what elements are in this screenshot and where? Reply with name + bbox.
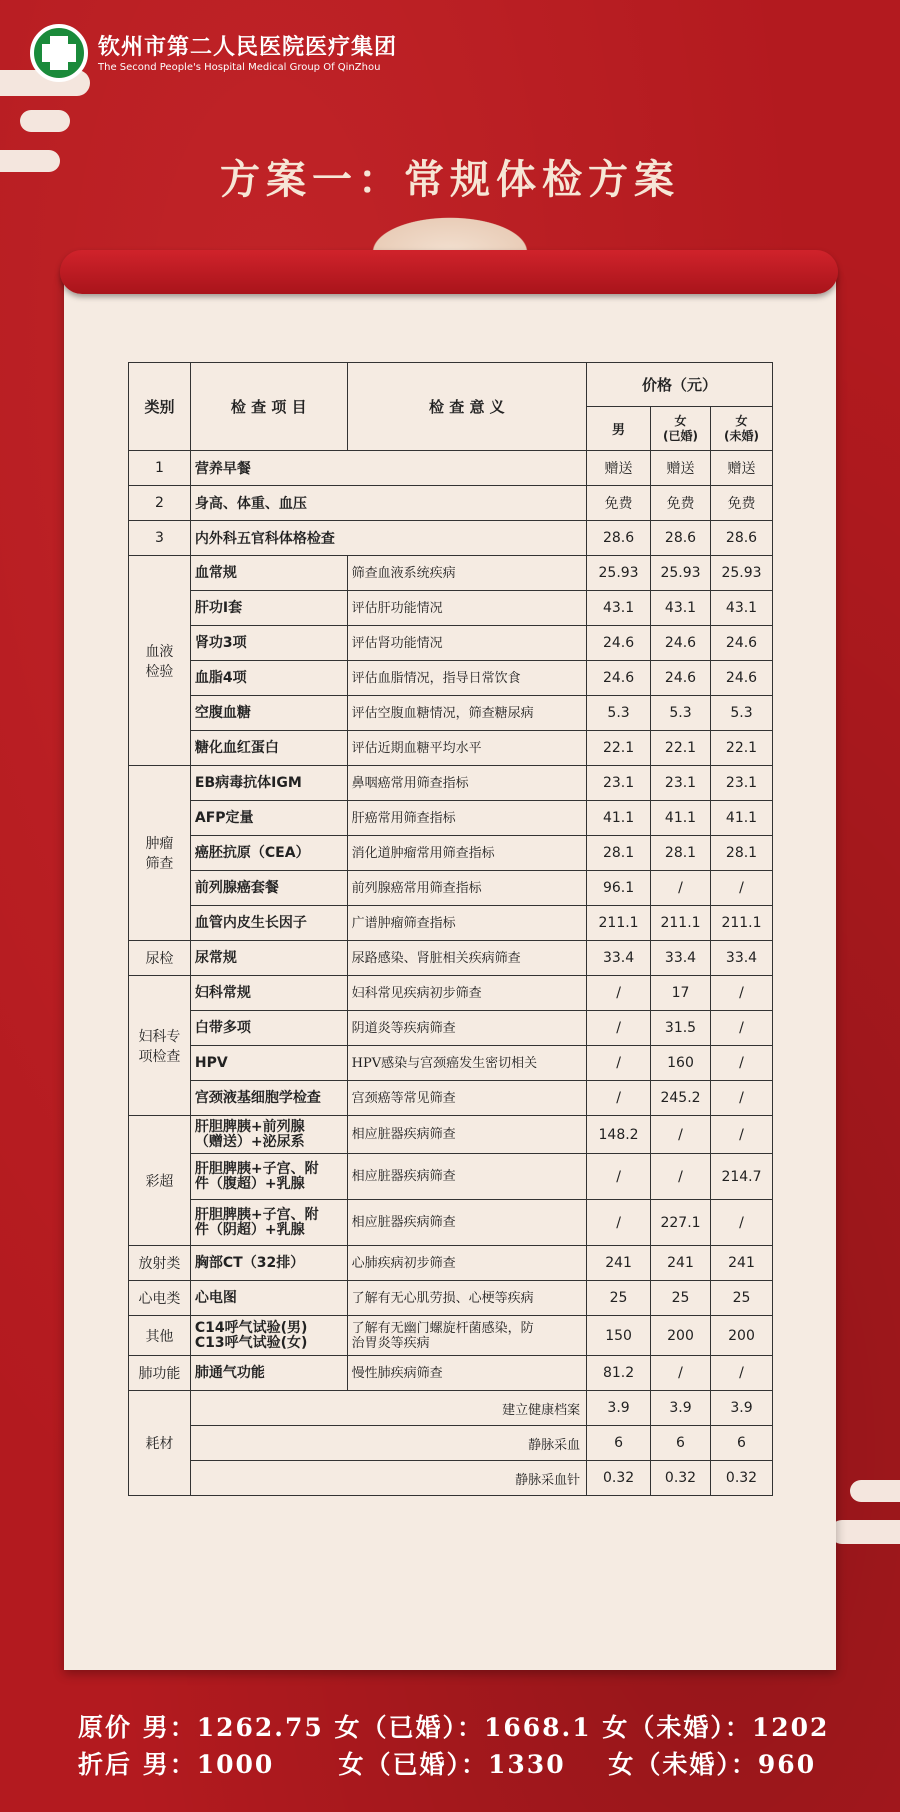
price-male-cell: 148.2: [587, 1116, 651, 1154]
price-male-cell: /: [587, 1046, 651, 1081]
item-cell: 肝胆脾胰+子宫、附 件（阴超）+乳腺: [190, 1200, 347, 1246]
item-cell: 静脉采血针: [190, 1461, 586, 1496]
meaning-cell: 评估空腹血糖情况，筛查糖尿病: [347, 696, 586, 731]
price-male-cell: 96.1: [587, 871, 651, 906]
meaning-cell: 评估近期血糖平均水平: [347, 731, 586, 766]
table-row: [129, 556, 773, 591]
price-male-cell: 211.1: [587, 906, 651, 941]
item-cell: 心电图: [190, 1281, 347, 1316]
price-fm-cell: /: [651, 1356, 711, 1391]
meaning-cell: 尿路感染、肾脏相关疾病筛查: [347, 941, 586, 976]
item-cell: 前列腺癌套餐: [190, 871, 347, 906]
table-row: [129, 731, 773, 766]
price-male-cell: 24.6: [587, 626, 651, 661]
table-row: [129, 1246, 773, 1281]
price-male-cell: 241: [587, 1246, 651, 1281]
price-fm-cell: 41.1: [651, 801, 711, 836]
item-cell: 肝胆脾胰+子宫、附 件（腹超）+乳腺: [190, 1154, 347, 1200]
item-cell: 静脉采血: [190, 1426, 586, 1461]
table-row: [129, 1461, 773, 1496]
price-fm-cell: 211.1: [651, 906, 711, 941]
price-fu-cell: 赠送: [711, 451, 773, 486]
item-cell: 尿常规: [190, 941, 347, 976]
price-fu-cell: 33.4: [711, 941, 773, 976]
price-fu-cell: 0.32: [711, 1461, 773, 1496]
item-cell: 建立健康档案: [190, 1391, 586, 1426]
item-cell: 肾功3项: [190, 626, 347, 661]
cloud-decoration-left-2: [20, 110, 70, 132]
meaning-cell: 阴道炎等疾病筛查: [347, 1011, 586, 1046]
price-fu-cell: 23.1: [711, 766, 773, 801]
price-fu-cell: 3.9: [711, 1391, 773, 1426]
table-row: [129, 836, 773, 871]
price-male-cell: /: [587, 1154, 651, 1200]
price-fm-cell: 28.6: [651, 521, 711, 556]
price-fu-cell: 6: [711, 1426, 773, 1461]
price-male-cell: 0.32: [587, 1461, 651, 1496]
price-male-cell: 28.1: [587, 836, 651, 871]
table-row: [129, 766, 773, 801]
price-male-cell: 6: [587, 1426, 651, 1461]
item-cell: 营养早餐: [190, 451, 586, 486]
price-fu-cell: /: [711, 1200, 773, 1246]
meaning-cell: 了解有无心肌劳损、心梗等疾病: [347, 1281, 586, 1316]
page-title: 方案一：常规体检方案: [220, 156, 680, 203]
price-male-cell: 43.1: [587, 591, 651, 626]
exam-table: [128, 362, 773, 1496]
price-fu-cell: 214.7: [711, 1154, 773, 1200]
category-cell: 尿检: [129, 941, 191, 976]
table-row: [129, 1011, 773, 1046]
meaning-cell: 前列腺癌常用筛查指标: [347, 871, 586, 906]
category-cell: 2: [129, 486, 191, 521]
price-fm-cell: 6: [651, 1426, 711, 1461]
category-cell: 耗材: [129, 1391, 191, 1496]
price-male-cell: 25.93: [587, 556, 651, 591]
table-row: [129, 1046, 773, 1081]
price-fu-cell: 5.3: [711, 696, 773, 731]
category-cell: 3: [129, 521, 191, 556]
price-fu-cell: /: [711, 976, 773, 1011]
category-cell: 其他: [129, 1316, 191, 1356]
table-row: [129, 1281, 773, 1316]
price-male-cell: 免费: [587, 486, 651, 521]
price-fu-cell: 免费: [711, 486, 773, 521]
original-price: 原价 男：1262.75 女（已婚）：1668.1 女（未婚）：1202: [78, 1713, 830, 1742]
category-cell: 1: [129, 451, 191, 486]
price-fu-cell: 25: [711, 1281, 773, 1316]
meaning-cell: 评估肾功能情况: [347, 626, 586, 661]
price-fm-cell: /: [651, 1116, 711, 1154]
price-fu-cell: /: [711, 1011, 773, 1046]
price-fu-cell: /: [711, 1046, 773, 1081]
meaning-cell: 鼻咽癌常用筛查指标: [347, 766, 586, 801]
table-row: [129, 1154, 773, 1200]
category-cell: 心电类: [129, 1281, 191, 1316]
fan-decoration: [360, 212, 540, 252]
price-fu-cell: /: [711, 871, 773, 906]
meaning-cell: 相应脏器疾病筛查: [347, 1116, 586, 1154]
price-fm-cell: 22.1: [651, 731, 711, 766]
price-male-cell: 3.9: [587, 1391, 651, 1426]
item-cell: 内外科五官科体格检查: [190, 521, 586, 556]
item-cell: 肝胆脾胰+前列腺 （赠送）+泌尿系: [190, 1116, 347, 1154]
table-row: [129, 976, 773, 1011]
meaning-cell: 广谱肿瘤筛查指标: [347, 906, 586, 941]
header-category: 类别: [129, 363, 191, 451]
price-fu-cell: 211.1: [711, 906, 773, 941]
price-male-cell: 41.1: [587, 801, 651, 836]
item-cell: 肺通气功能: [190, 1356, 347, 1391]
meaning-cell: 评估肝功能情况: [347, 591, 586, 626]
price-fm-cell: 0.32: [651, 1461, 711, 1496]
price-fu-cell: 43.1: [711, 591, 773, 626]
price-fu-cell: 200: [711, 1316, 773, 1356]
price-male-cell: 33.4: [587, 941, 651, 976]
price-male-cell: 赠送: [587, 451, 651, 486]
price-fu-cell: 24.6: [711, 661, 773, 696]
price-fu-cell: /: [711, 1356, 773, 1391]
price-fm-cell: 241: [651, 1246, 711, 1281]
price-fm-cell: 43.1: [651, 591, 711, 626]
item-cell: 空腹血糖: [190, 696, 347, 731]
price-male-cell: 5.3: [587, 696, 651, 731]
price-fu-cell: 41.1: [711, 801, 773, 836]
price-fm-cell: 23.1: [651, 766, 711, 801]
org-name-en: The Second People's Hospital Medical Group Of QinZhou: [98, 62, 381, 73]
table-row: [129, 521, 773, 556]
table-row: [129, 591, 773, 626]
item-cell: 癌胚抗原（CEA）: [190, 836, 347, 871]
price-male-cell: /: [587, 1011, 651, 1046]
item-cell: 肝功Ⅰ套: [190, 591, 347, 626]
price-fu-cell: 25.93: [711, 556, 773, 591]
meaning-cell: 评估血脂情况，指导日常饮食: [347, 661, 586, 696]
meaning-cell: 了解有无幽门螺旋杆菌感染，防 治胃炎等疾病: [347, 1316, 586, 1356]
cloud-decoration-right-2: [830, 1520, 900, 1544]
item-cell: EB病毒抗体IGM: [190, 766, 347, 801]
meaning-cell: 心肺疾病初步筛查: [347, 1246, 586, 1281]
org-name-cn: 钦州市第二人民医院医疗集团: [98, 35, 398, 60]
meaning-cell: HPV感染与宫颈癌发生密切相关: [347, 1046, 586, 1081]
table-row: [129, 906, 773, 941]
price-fu-cell: /: [711, 1081, 773, 1116]
meaning-cell: 宫颈癌等常见筛查: [347, 1081, 586, 1116]
table-row: [129, 1200, 773, 1246]
price-male-cell: 28.6: [587, 521, 651, 556]
price-fm-cell: 28.1: [651, 836, 711, 871]
table-row: [129, 1356, 773, 1391]
item-cell: 胸部CT（32排）: [190, 1246, 347, 1281]
item-cell: 身高、体重、血压: [190, 486, 586, 521]
meaning-cell: 相应脏器疾病筛查: [347, 1200, 586, 1246]
table-row: [129, 1391, 773, 1426]
header-price: 价格（元）: [587, 363, 773, 407]
price-male-cell: 23.1: [587, 766, 651, 801]
table-row: [129, 871, 773, 906]
cloud-decoration-right: [850, 1480, 900, 1502]
discount-price: 折后 男：1000 女（已婚）：1330 女（未婚）：960: [78, 1750, 817, 1779]
price-fm-cell: 25.93: [651, 556, 711, 591]
category-cell: 放射类: [129, 1246, 191, 1281]
price-fm-cell: 31.5: [651, 1011, 711, 1046]
item-cell: 糖化血红蛋白: [190, 731, 347, 766]
item-cell: 血脂4项: [190, 661, 347, 696]
price-fm-cell: 200: [651, 1316, 711, 1356]
price-male-cell: 25: [587, 1281, 651, 1316]
price-fm-cell: /: [651, 871, 711, 906]
item-cell: 妇科常规: [190, 976, 347, 1011]
header-male: 男: [587, 407, 651, 451]
table-row: [129, 661, 773, 696]
meaning-cell: 筛查血液系统疾病: [347, 556, 586, 591]
item-cell: 白带多项: [190, 1011, 347, 1046]
price-fm-cell: 24.6: [651, 661, 711, 696]
table-row: [129, 486, 773, 521]
price-male-cell: 150: [587, 1316, 651, 1356]
header-meaning: 检 查 意 义: [347, 363, 586, 451]
price-fu-cell: /: [711, 1116, 773, 1154]
price-fm-cell: 3.9: [651, 1391, 711, 1426]
price-fm-cell: 25: [651, 1281, 711, 1316]
meaning-cell: 消化道肿瘤常用筛查指标: [347, 836, 586, 871]
meaning-cell: 妇科常见疾病初步筛查: [347, 976, 586, 1011]
table-row: [129, 1316, 773, 1356]
item-cell: C14呼气试验(男) C13呼气试验(女): [190, 1316, 347, 1356]
price-fm-cell: 227.1: [651, 1200, 711, 1246]
price-fu-cell: 241: [711, 1246, 773, 1281]
item-cell: 血管内皮生长因子: [190, 906, 347, 941]
header-female-married: 女 (已婚): [651, 407, 711, 451]
category-cell: 肿瘤 筛查: [129, 766, 191, 941]
header-female-unmarried: 女 (未婚): [711, 407, 773, 451]
item-cell: AFP定量: [190, 801, 347, 836]
price-fm-cell: 免费: [651, 486, 711, 521]
price-fm-cell: 245.2: [651, 1081, 711, 1116]
table-row: [129, 626, 773, 661]
meaning-cell: 肝癌常用筛查指标: [347, 801, 586, 836]
price-male-cell: /: [587, 976, 651, 1011]
price-fm-cell: 24.6: [651, 626, 711, 661]
price-fm-cell: 160: [651, 1046, 711, 1081]
meaning-cell: 相应脏器疾病筛查: [347, 1154, 586, 1200]
price-male-cell: 24.6: [587, 661, 651, 696]
table-row: [129, 1116, 773, 1154]
hospital-logo: [30, 24, 88, 82]
price-male-cell: /: [587, 1081, 651, 1116]
price-male-cell: /: [587, 1200, 651, 1246]
price-fu-cell: 28.1: [711, 836, 773, 871]
category-cell: 妇科专 项检查: [129, 976, 191, 1116]
price-fm-cell: 5.3: [651, 696, 711, 731]
category-cell: 彩超: [129, 1116, 191, 1246]
item-cell: HPV: [190, 1046, 347, 1081]
price-fu-cell: 24.6: [711, 626, 773, 661]
price-fu-cell: 22.1: [711, 731, 773, 766]
scroll-roller: [60, 250, 838, 294]
price-fm-cell: 17: [651, 976, 711, 1011]
price-fm-cell: 赠送: [651, 451, 711, 486]
price-fm-cell: /: [651, 1154, 711, 1200]
category-cell: 血液 检验: [129, 556, 191, 766]
category-cell: 肺功能: [129, 1356, 191, 1391]
price-male-cell: 22.1: [587, 731, 651, 766]
item-cell: 血常规: [190, 556, 347, 591]
table-row: [129, 696, 773, 731]
table-row: [129, 451, 773, 486]
table-row: [129, 801, 773, 836]
meaning-cell: 慢性肺疾病筛查: [347, 1356, 586, 1391]
price-male-cell: 81.2: [587, 1356, 651, 1391]
header-item: 检 查 项 目: [190, 363, 347, 451]
price-fm-cell: 33.4: [651, 941, 711, 976]
table-row: [129, 1426, 773, 1461]
table-row: [129, 941, 773, 976]
table-row: [129, 1081, 773, 1116]
item-cell: 宫颈液基细胞学检查: [190, 1081, 347, 1116]
price-fu-cell: 28.6: [711, 521, 773, 556]
